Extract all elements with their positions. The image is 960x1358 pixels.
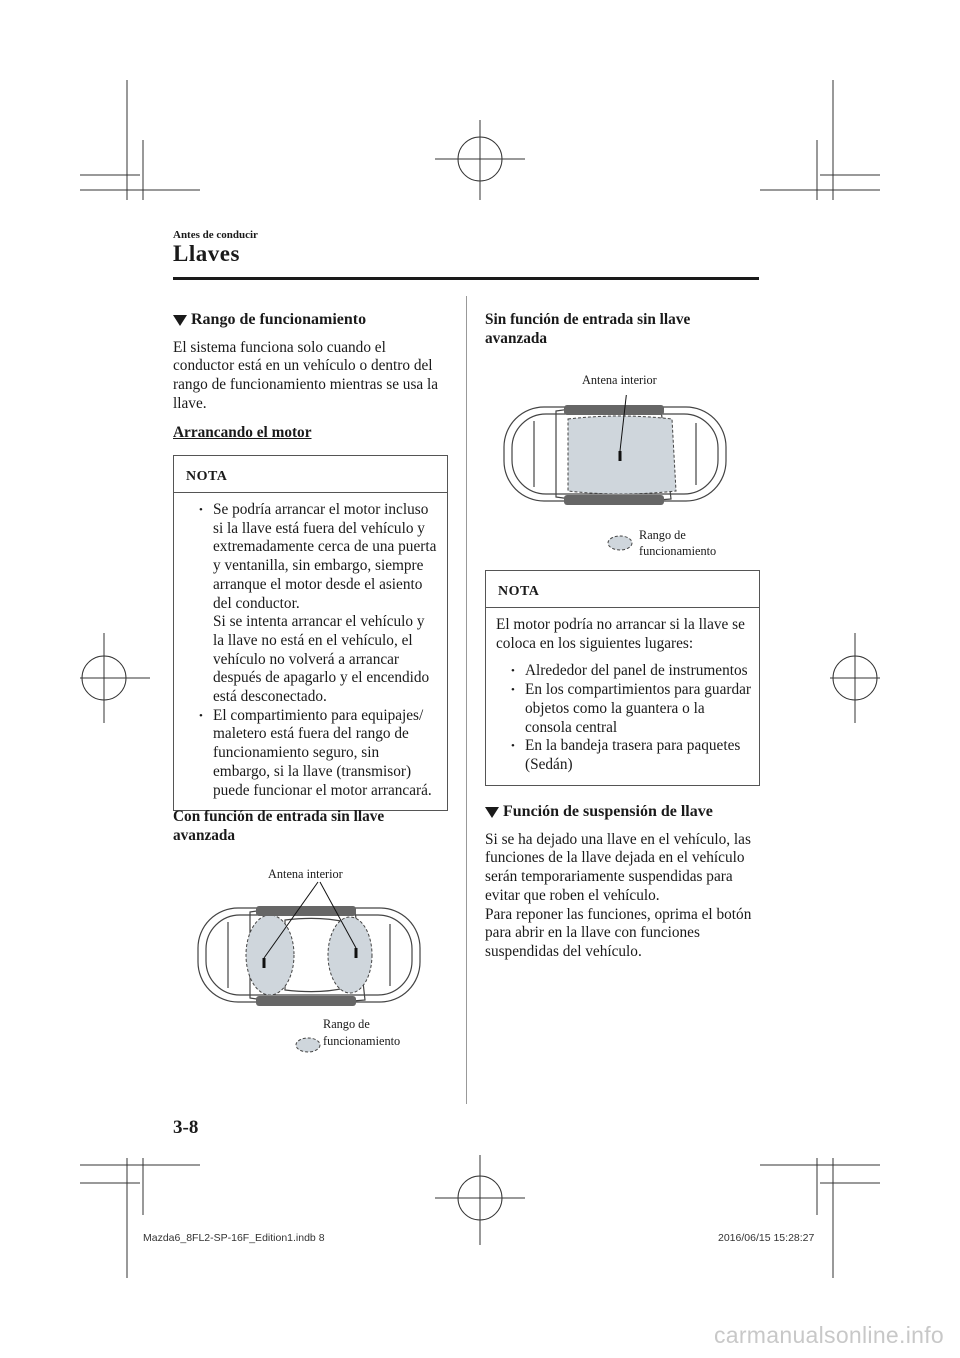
note-box-right (485, 570, 760, 786)
car-diagram-with-keyless (190, 860, 430, 1060)
car-diagram-without-keyless (500, 395, 740, 555)
note-box-left (173, 455, 448, 811)
note-intro: El motor podría no arrancar si la llave se coloca en los siguientes lugares: (496, 616, 745, 652)
suspension-paragraph: Si se ha dejado una llave en el vehículo, las funciones de la llave dejada en el vehículo serán temporariamente suspendidas para evitar que roben el vehículo. Para reponer las funciones, oprima el botón para abrir en la llave con funciones suspendidas del vehículo. (485, 830, 752, 960)
header-rule (173, 277, 759, 280)
range-label-right-1: Rango de (639, 528, 686, 542)
note-item: • En la bandeja trasera para paquetes (Sedán) (494, 737, 751, 774)
footer-timestamp: 2016/06/15 15:28:27 (718, 1232, 815, 1244)
antenna-label-left: Antena interior (268, 867, 343, 881)
triangle-bullet-icon (173, 315, 187, 326)
section-heading-suspension (485, 803, 755, 822)
triangle-bullet-icon (485, 807, 499, 818)
antenna-label-right: Antena interior (582, 373, 657, 387)
column-divider (466, 296, 467, 1104)
key-suspension-section (485, 803, 755, 962)
note-title: NOTA (174, 456, 447, 493)
range-label-right-2: funcionamiento (639, 544, 717, 558)
note-item: • Alrededor del panel de instrumentos (494, 662, 751, 681)
section-heading-text: Rango de funcionamiento (191, 311, 367, 328)
note-item: • Se podría arrancar el motor incluso si la llave está fuera del vehículo y extremadamente cerca de una puerta y ventanilla, sin embargo, siempre arranque el motor desde el asiento del conductor. Si se intenta arrancar el vehículo y la llave no está en el vehículo, el vehículo no volverá a arrancar después de apagarlo y el encendido está desconectado. (182, 501, 439, 707)
section-heading-range (173, 311, 448, 330)
note-title: NOTA (486, 571, 759, 608)
note-item: • El compartimiento para equipajes/ maletero está fuera del rango de funcionamiento seguro, sin embargo, si la llave (transmisor) puede funcionar el motor arrancará. (182, 707, 439, 801)
footer-filename: Mazda6_8FL2-SP-16F_Edition1.indb 8 (143, 1232, 325, 1244)
section-heading-text: Función de suspensión de llave (503, 803, 713, 820)
page-title: Llaves (173, 241, 240, 266)
range-label-left-1: Rango de (323, 1017, 370, 1031)
subheading-starting-engine: Arrancando el motor (173, 423, 312, 441)
range-label-left-2: funcionamiento (323, 1034, 401, 1048)
intro-paragraph: El sistema funciona solo cuando el conductor está en un vehículo o dentro del rango de funcionamiento mientras se usa la llave. (173, 338, 439, 412)
figure-heading-without-keyless: Sin función de entrada sin llave avanzada (485, 311, 691, 347)
page-number: 3-8 (173, 1117, 199, 1138)
figure-heading-with-keyless: Con función de entrada sin llave avanzada (173, 808, 385, 844)
note-item: • En los compartimientos para guardar objetos como la guantera o la consola central (494, 681, 751, 737)
section-label: Antes de conducir (173, 229, 258, 241)
left-column (173, 311, 448, 442)
watermark: carmanualsonline.info (713, 1322, 944, 1348)
